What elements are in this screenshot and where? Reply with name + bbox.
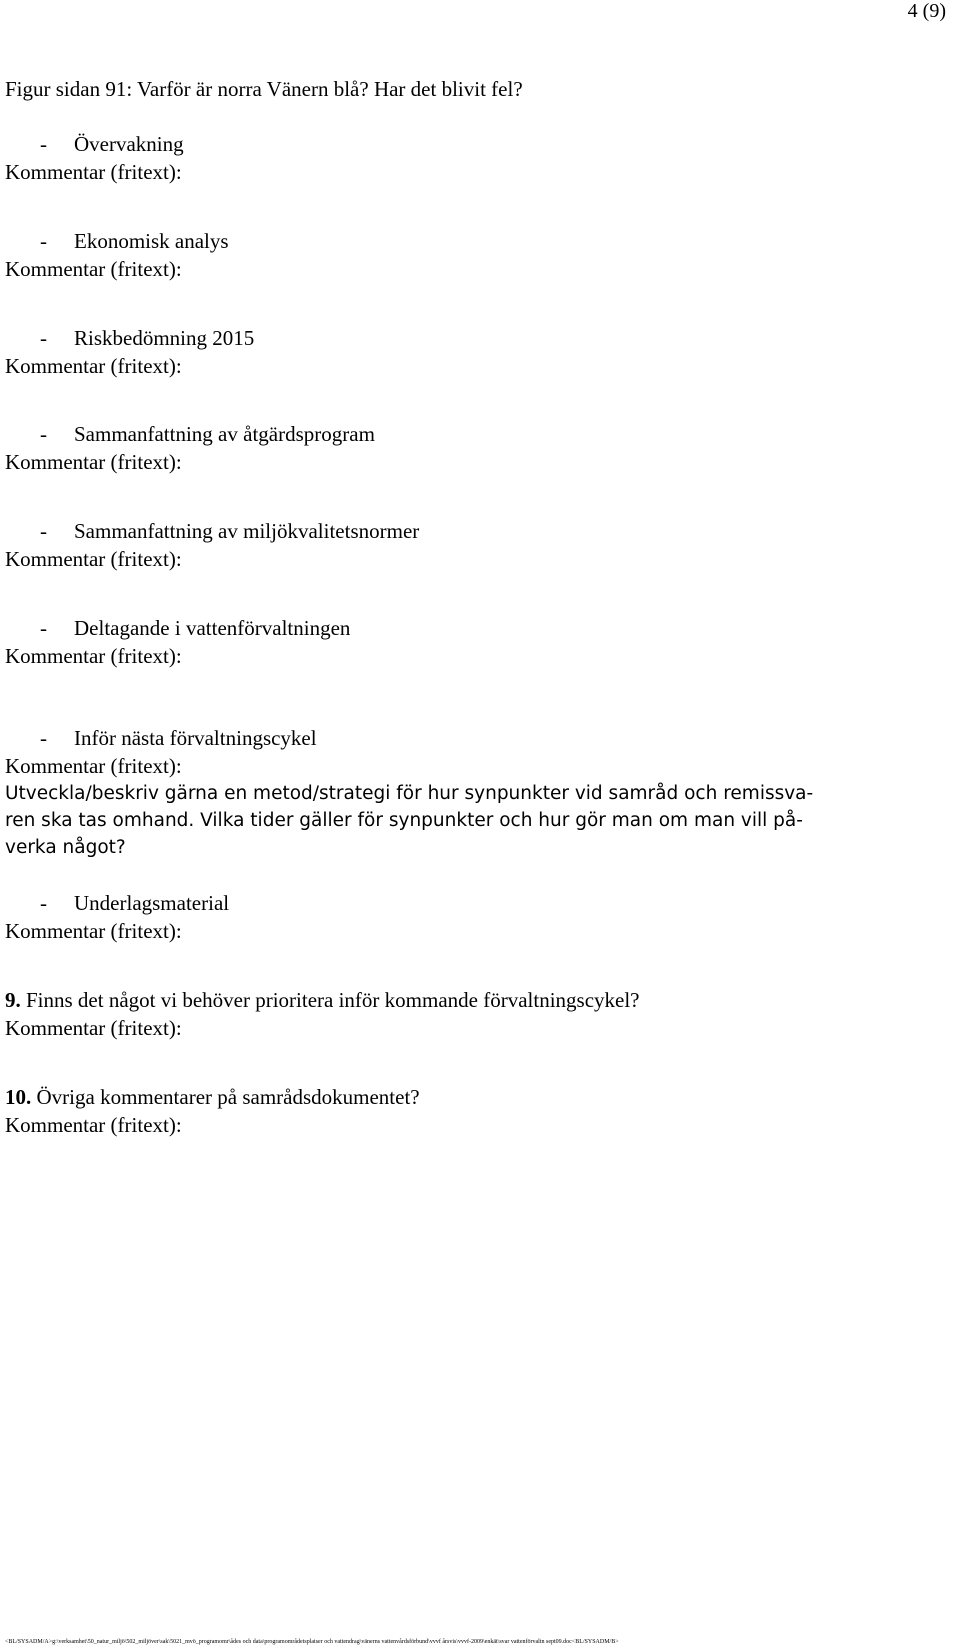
list-item-label: Underlagsmaterial	[74, 891, 230, 915]
dash-marker: -	[40, 132, 47, 156]
comment-text-line: ren ska tas omhand. Vilka tider gäller för synpunkter och hur gör man om man vill på-	[5, 810, 803, 831]
dash-marker: -	[40, 519, 47, 543]
list-item	[5, 725, 317, 751]
footer-file-path: <BL/SYSADM/A>g:\verksamhet\50_natur_miljö\502_miljöver\sak\5021_mvö_programomr\ådes och data\programområdetsplatser och vattendrag\vänerns vattenvårdsförbund\vvvf årsvis\vvvf-2009\enkät\svar vattenförvaltn sept09.doc<BL/SYSADM/B>	[5, 1639, 619, 1645]
list-item-label: Sammanfattning av åtgärdsprogram	[74, 422, 375, 446]
dash-marker: -	[40, 726, 47, 750]
comment-label: Kommentar (fritext):	[5, 547, 182, 571]
question-text: Finns det något vi behöver prioritera inför kommande förvaltningscykel?	[20, 988, 640, 1012]
dash-marker: -	[40, 326, 47, 350]
dash-marker: -	[40, 422, 47, 446]
figure-heading: Figur sidan 91: Varför är norra Vänern blå? Har det blivit fel?	[5, 77, 523, 101]
list-item-label: Ekonomisk analys	[74, 229, 229, 253]
question	[5, 987, 640, 1013]
list-item-label: Sammanfattning av miljökvalitetsnormer	[74, 519, 420, 543]
list-item	[5, 890, 229, 916]
list-item-label: Deltagande i vattenförvaltningen	[74, 616, 351, 640]
comment-label: Kommentar (fritext):	[5, 257, 182, 281]
question-number: 9.	[5, 988, 21, 1012]
comment-text-line: verka något?	[5, 837, 126, 858]
list-item-label: Övervakning	[74, 132, 184, 156]
dash-marker: -	[40, 229, 47, 253]
comment-label: Kommentar (fritext):	[5, 1016, 182, 1040]
list-item-label: Riskbedömning 2015	[74, 326, 255, 350]
dash-marker: -	[40, 891, 47, 915]
page-number: 4 (9)	[907, 0, 946, 22]
list-item-label: Inför nästa förvaltningscykel	[74, 726, 317, 750]
list-item	[5, 228, 229, 254]
question-text: Övriga kommentarer på samrådsdokumentet?	[31, 1085, 420, 1109]
list-item	[5, 518, 419, 544]
dash-marker: -	[40, 616, 47, 640]
comment-label: Kommentar (fritext):	[5, 160, 182, 184]
comment-label: Kommentar (fritext):	[5, 354, 182, 378]
comment-label: Kommentar (fritext):	[5, 644, 182, 668]
question	[5, 1084, 420, 1110]
comment-label: Kommentar (fritext):	[5, 1113, 182, 1137]
list-item	[5, 131, 184, 157]
comment-label: Kommentar (fritext):	[5, 919, 182, 943]
list-item	[5, 325, 254, 351]
list-item	[5, 421, 375, 447]
comment-label: Kommentar (fritext):	[5, 450, 182, 474]
question-number: 10.	[5, 1085, 32, 1109]
comment-text-line: Utveckla/beskriv gärna en metod/strategi för hur synpunkter vid samråd och remissva-	[5, 783, 814, 804]
comment-label: Kommentar (fritext):	[5, 754, 182, 778]
list-item	[5, 615, 350, 641]
